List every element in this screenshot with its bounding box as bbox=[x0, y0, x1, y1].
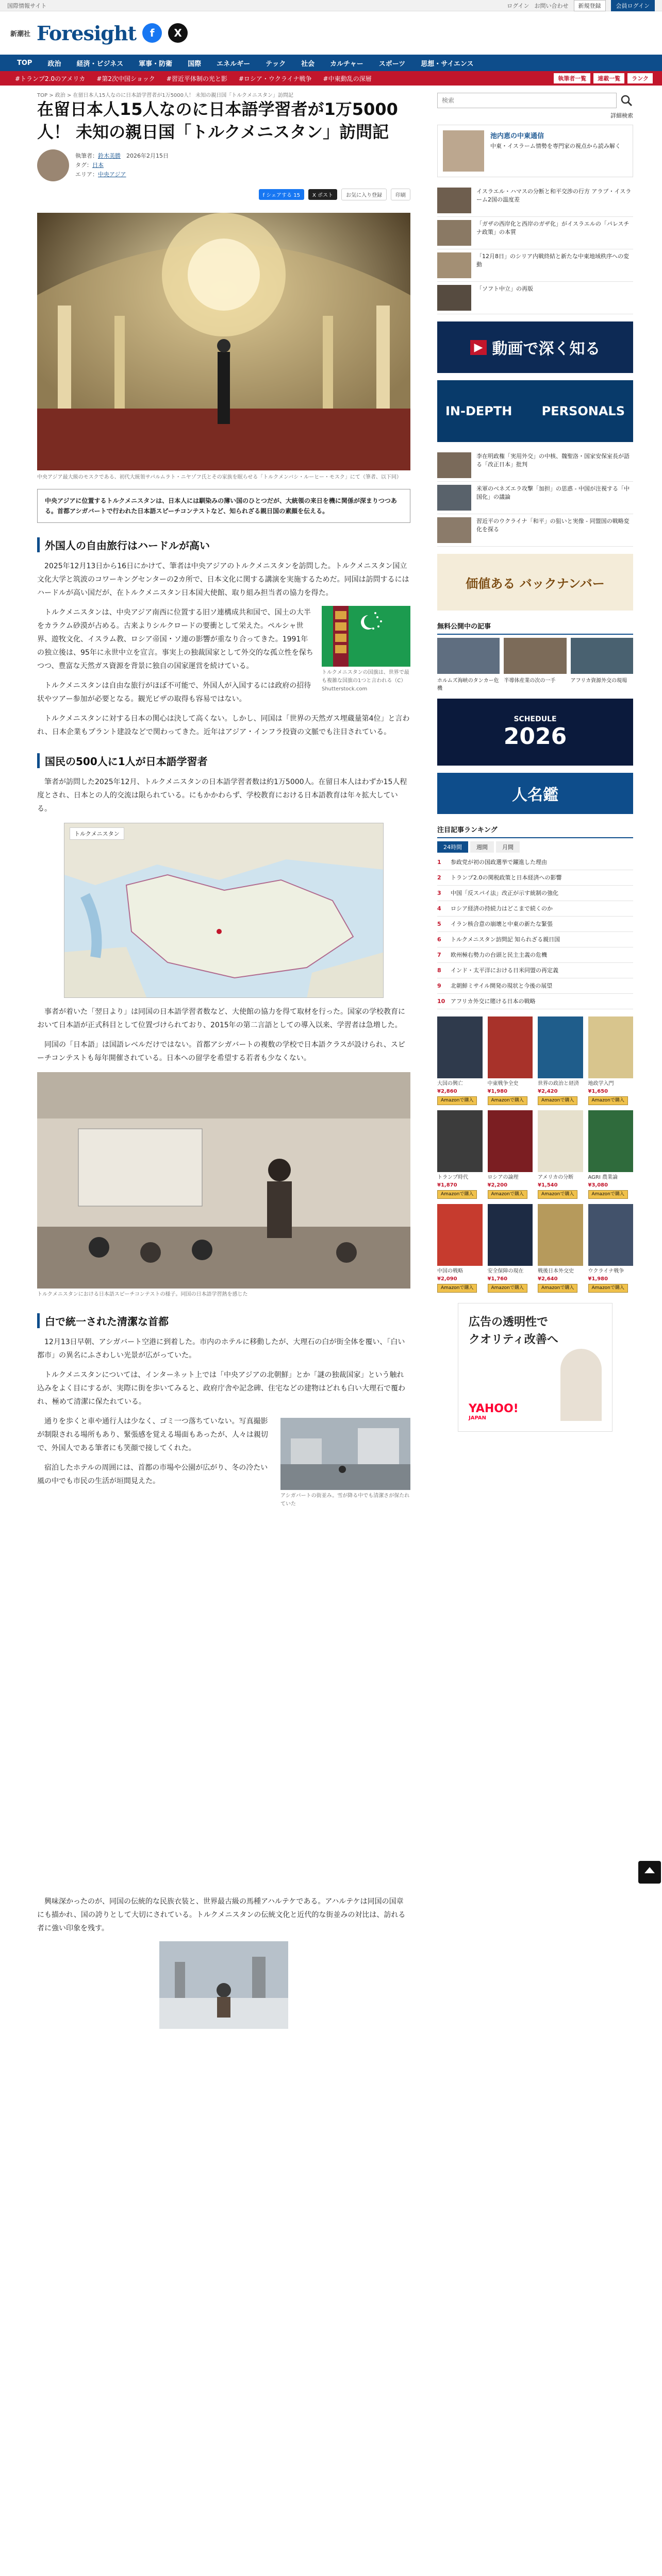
search-icon[interactable] bbox=[620, 94, 633, 107]
body-paragraph: 事者が着いた「翌日より」は同国の日本語学習者数など、大使館の協力を得て取材を行った。国家の学校教育において日本語が正式科目として位置づけられており、2015年の第二言語としての導入以来、学習者は急増した。 bbox=[37, 1008, 405, 1029]
article-title: 在留日本人15人なのに日本語学習者が1万5000人！ 未知の親日国「トルクメニスタン」訪問記 bbox=[37, 99, 398, 142]
column-name: 池内恵の中東通信 bbox=[490, 132, 544, 140]
flag-figure bbox=[322, 606, 410, 693]
ranking-title: 注目記事ランキング bbox=[437, 821, 633, 838]
series-button[interactable]: 連載一覧 bbox=[593, 73, 624, 83]
body-paragraph: トルクメニスタンについては、インターネット上では「中央アジアの北朝鮮」とか「謎の独裁国家」という触れ込みをよく目にするが、実際に街を歩いてみると、政府庁舎や記念碑、住宅などの建物はどれも白い大理石で覆われ、極めて清潔に保たれている。 bbox=[37, 1371, 405, 1406]
area-link[interactable]: 中央アジア bbox=[98, 171, 126, 178]
side-article-list bbox=[437, 184, 633, 314]
print-button[interactable]: 印刷 bbox=[391, 189, 410, 200]
conference-figure bbox=[37, 1072, 410, 1299]
publisher-logo: 新潮社 bbox=[10, 30, 31, 38]
ranking-item[interactable]: 1 参政党が初の国政選挙で躍進した理由 bbox=[437, 855, 633, 870]
site-logo[interactable]: Foresight bbox=[37, 21, 137, 45]
topic-link[interactable]: #ロシア・ウクライナ戦争 bbox=[238, 75, 312, 82]
ranking-tab-month[interactable]: 月間 bbox=[496, 841, 520, 853]
ranking-item[interactable]: 10 アフリカ外交に賭ける日本の戦略 bbox=[437, 994, 633, 1009]
ad-title: 広告の透明性で bbox=[469, 1316, 549, 1329]
free-article[interactable]: ホルムズ海峡のタンカー危機 bbox=[437, 638, 500, 691]
ranking-item[interactable]: 2 トランプ2.0の関税政策と日本経済への影響 bbox=[437, 870, 633, 886]
jinmei-banner[interactable]: 人名鑑 bbox=[437, 773, 633, 814]
author-feature-card[interactable] bbox=[437, 125, 633, 177]
arrow-up-icon bbox=[643, 1865, 656, 1879]
ad-placeholder-space bbox=[37, 1514, 410, 1895]
tags-label: タグ： bbox=[75, 162, 92, 168]
ranking-item[interactable]: 5 イラン核合意の崩壊と中東の新たな緊張 bbox=[437, 917, 633, 932]
book-item[interactable]: 中国の戦略 ¥2,090 Amazonで購入 bbox=[437, 1204, 483, 1293]
authors-button[interactable]: 執筆者一覧 bbox=[554, 73, 590, 83]
ad-brand-sub: JAPAN bbox=[469, 1415, 486, 1421]
author-avatar[interactable] bbox=[37, 149, 69, 181]
nav-politics[interactable]: 政治 bbox=[47, 60, 61, 68]
ranking bbox=[437, 821, 633, 1009]
conference-caption: トルクメニスタンにおける日本語スピーチコンテストの様子。同国の日本語学習熱を感じた bbox=[37, 1292, 248, 1297]
turkmenistan-flag-image bbox=[322, 606, 410, 667]
article-column bbox=[37, 93, 410, 2029]
site-header bbox=[0, 11, 662, 55]
bookmark-button[interactable]: お気に入り登録 bbox=[341, 189, 387, 200]
flag-caption: トルクメニスタンの国旗は、世界で最も複雑な国旗の1つと言われる（C）Shutterstock.com bbox=[322, 670, 409, 692]
side-article[interactable]: 「12月8日」のシリア内戦終結と新たな中東地域秩序への変動 bbox=[437, 249, 633, 282]
main-nav bbox=[0, 55, 662, 71]
body-paragraph: トルクメニスタンは自由な旅行がほぼ不可能で、外国人が入国するには政府の招待状やツアー参加が必要となる。観光ビザの取得も容易ではない。 bbox=[37, 682, 311, 703]
nav-tech[interactable]: テック bbox=[266, 60, 286, 68]
register-button[interactable]: 新規登録 bbox=[574, 0, 606, 11]
breadcrumb[interactable]: TOP > 政治 > 在留日本人15人なのに日本語学習者が1万5000人！ 未知の親日国「トルクメニスタン」訪問記 bbox=[37, 93, 293, 98]
author-label: 執筆者： bbox=[75, 152, 98, 159]
topic-link[interactable]: #中東動乱の深層 bbox=[323, 75, 372, 82]
section-heading: 白で統一された清潔な首都 bbox=[37, 1313, 410, 1328]
lead-summary: 中央アジアに位置するトルクメニスタンは、日本人には馴染みの薄い国のひとつだが、大統領の来日を機に関係が深まりつつある。首都アシガバートで行われた日本語スピーチコンテストなど、知られざる親日国の素顔を伝える。 bbox=[37, 489, 410, 523]
book-item[interactable]: アメリカの分断 ¥1,540 Amazonで購入 bbox=[538, 1110, 583, 1199]
hero-photo bbox=[37, 213, 410, 470]
column-desc: 中東・イスラーム情勢を専門家の視点から読み解く bbox=[490, 143, 621, 149]
utility-link-contact[interactable]: お問い合わせ bbox=[534, 2, 569, 9]
side-article[interactable]: イスラエル・ハマスの分断と和平交渉の行方 アラブ・イスラーム2国の温度差 bbox=[437, 184, 633, 217]
book-item[interactable]: AGRI 農業論 ¥3,080 Amazonで購入 bbox=[588, 1110, 634, 1199]
body-paragraph: 興味深かったのが、同国の伝統的な民族衣装と、世界最古級の馬種アハルテケである。アハルテケは同国の国章にも描かれ、国の誇りとして大切にされている。トルクメニスタンの伝統文化と近代的な街並みの対比は、訪れる者に強い印象を残す。 bbox=[37, 1897, 406, 1933]
back-number-banner[interactable]: 価値ある バックナンバー bbox=[437, 554, 633, 611]
free-article[interactable]: アフリカ資源外交の現場 bbox=[571, 638, 633, 691]
scroll-to-top-button[interactable] bbox=[638, 1861, 661, 1884]
side-article-list-2 bbox=[437, 449, 633, 547]
body-paragraph: トルクメニスタンは、中央アジア南西に位置する旧ソ連構成共和国で、国土の大半をカラクム砂漠が占める。古来よりシルクロードの要衝として栄えた。ペルシャ世界、遊牧文化、イスラム教、ロシア帝国・ソ連の影響が重なり合ってきた。1991年の独立後は、95年に永世中立を宣言。事実上の独裁国家として外交的な孤立性を保ちつつ、豊富な天然ガス資源を背景に独自の国家運営を続けている。 bbox=[37, 608, 313, 670]
author-link[interactable]: 鈴木美勝 bbox=[98, 152, 121, 159]
search-input[interactable] bbox=[437, 93, 617, 108]
book-item[interactable]: 大国の興亡 ¥2,860 Amazonで購入 bbox=[437, 1016, 483, 1105]
x-share-button[interactable]: X ポスト bbox=[308, 189, 337, 200]
topic-link[interactable]: #習近平体制の光と影 bbox=[166, 75, 227, 82]
nav-culture[interactable]: カルチャー bbox=[330, 60, 363, 68]
ranking-button[interactable]: ランク bbox=[627, 73, 653, 83]
body-paragraph: 宿泊したホテルの周囲には、首都の市場や公園が広がり、冬の冷たい風の中でも市民の生活が垣間見えた。 bbox=[37, 1464, 268, 1485]
topic-link[interactable]: #トランプ2.0のアメリカ bbox=[15, 75, 86, 82]
ranking-item[interactable]: 3 中国「反スパイ法」改正が示す統制の強化 bbox=[437, 886, 633, 901]
map-label: トルクメニスタン bbox=[70, 827, 124, 840]
body-paragraph: 同国の「日本語」は国語レベルだけではない。首都アシガバートの複数の学校で日本語クラスが設けられ、スピーチコンテストも毎年開催されている。日本への留学を希望する若者も少なくない。 bbox=[37, 1041, 405, 1062]
area-label: エリア： bbox=[75, 171, 98, 178]
topic-link[interactable]: #第2次中国ショック bbox=[96, 75, 155, 82]
section-heading: 外国人の自由旅行はハードルが高い bbox=[37, 537, 410, 552]
ranking-item[interactable]: 7 欧州極右勢力の台頭と民主主義の危機 bbox=[437, 947, 633, 963]
free-article[interactable]: 半導体産業の次の一手 bbox=[504, 638, 566, 691]
closing-photo bbox=[159, 1941, 288, 2029]
advanced-search-link[interactable]: 詳細検索 bbox=[610, 112, 633, 119]
body-paragraph: 12月13日早朝、アシガバート空港に到着した。市内のホテルに移動したが、大理石の白が街全体を覆い、「白い都市」の異名にふさわしい光景が広がっていた。 bbox=[37, 1338, 405, 1360]
ad-figure-image bbox=[560, 1349, 602, 1421]
video-banner[interactable]: ▶ 動画で深く知る bbox=[437, 321, 633, 373]
book-item[interactable]: ロシアの論理 ¥2,200 Amazonで購入 bbox=[488, 1110, 533, 1199]
ad-brand: YAHOO! bbox=[469, 1402, 519, 1415]
site-tagline: 国際情報サイト bbox=[7, 2, 47, 9]
book-item[interactable]: ウクライナ戦争 ¥1,980 Amazonで購入 bbox=[588, 1204, 634, 1293]
map-figure bbox=[37, 823, 410, 998]
ad-banner[interactable] bbox=[458, 1303, 613, 1432]
section-heading: 国民の500人に1人が日本語学習者 bbox=[37, 753, 410, 768]
ranking-item[interactable]: 9 北朝鮮ミサイル開発の現状と今後の展望 bbox=[437, 978, 633, 994]
author-photo bbox=[443, 130, 484, 172]
side-article[interactable]: 習近平のウクライナ「和平」の狙いと実像 - 同盟国の戦略変化を探る bbox=[437, 514, 633, 547]
embedded-map[interactable] bbox=[64, 823, 384, 998]
in-depth-banner[interactable]: IN-DEPTH PERSONALS bbox=[437, 380, 633, 442]
play-icon: ▶ bbox=[470, 340, 487, 355]
book-item[interactable]: 安全保障の現在 ¥1,760 Amazonで購入 bbox=[488, 1204, 533, 1293]
facebook-share-button[interactable]: f シェアする 15 bbox=[259, 189, 304, 200]
free-articles-title: 無料公開中の記事 bbox=[437, 618, 633, 635]
top-utility-bar bbox=[0, 0, 662, 11]
book-item[interactable]: 地政学入門 ¥1,650 Amazonで購入 bbox=[588, 1016, 634, 1105]
sidebar bbox=[437, 93, 633, 1432]
member-login-button[interactable]: 会員ログイン bbox=[611, 0, 655, 11]
nav-business[interactable]: 経済・ビジネス bbox=[76, 60, 124, 68]
ranking-item[interactable]: 6 トルクメニスタン訪問記 知られざる親日国 bbox=[437, 932, 633, 947]
street-photo bbox=[280, 1418, 410, 1490]
body-paragraph: 通りを歩くと車や通行人は少なく、ゴミ一つ落ちていない。写真撮影が制限される場所もあり、緊張感を覚える場面もあったが、人々は親切で、外国人である筆者にも笑顔で接してくれた。 bbox=[37, 1417, 268, 1452]
nav-sports[interactable]: スポーツ bbox=[378, 60, 406, 68]
book-item[interactable]: トランプ時代 ¥1,870 Amazonで購入 bbox=[437, 1110, 483, 1199]
speech-contest-photo bbox=[37, 1072, 410, 1289]
facebook-icon[interactable]: f bbox=[142, 23, 162, 43]
x-icon[interactable]: X bbox=[168, 23, 188, 43]
street-figure bbox=[280, 1418, 410, 1509]
book-item[interactable]: 世界の政治と経済 ¥2,420 Amazonで購入 bbox=[538, 1016, 583, 1105]
nav-energy[interactable]: エネルギー bbox=[217, 60, 251, 68]
side-article[interactable]: 李在明政権「実用外交」の中核、魏聖洛・国家安保室長が語る「改正日本」批判 bbox=[437, 449, 633, 482]
book-item[interactable]: 戦後日本外交史 ¥2,640 Amazonで購入 bbox=[538, 1204, 583, 1293]
ranking-item[interactable]: 4 ロシア経済の持続力はどこまで続くのか bbox=[437, 901, 633, 917]
search-box bbox=[437, 93, 633, 108]
mosque-interior-illustration bbox=[37, 213, 410, 470]
free-articles bbox=[437, 618, 633, 691]
book-grid bbox=[437, 1016, 633, 1293]
nav-top[interactable]: TOP bbox=[17, 59, 32, 67]
ranking-item[interactable]: 8 インド・太平洋における日米同盟の再定義 bbox=[437, 963, 633, 978]
nav-defense[interactable]: 軍事・防衛 bbox=[139, 60, 173, 68]
publish-date: 2026年2月15日 bbox=[126, 152, 169, 159]
share-row bbox=[37, 189, 410, 200]
body-paragraph: トルクメニスタンに対する日本の関心は決して高くない。しかし、同国は「世界の天然ガス埋蔵量第4位」と言われ、日本企業もプラント建設などで関わってきた。近年はアジア・インフラ投資の文脈でも注目されている。 bbox=[37, 715, 410, 736]
ranking-tab-week[interactable]: 週間 bbox=[470, 841, 494, 853]
side-article[interactable]: 「ガザの西岸化と西岸のガザ化」がイスラエルの「パレスチナ政策」の本質 bbox=[437, 217, 633, 249]
body-paragraph: 2025年12月13日から16日にかけて、筆者は中央アジアのトルクメニスタンを訪問した。トルクメニスタン国立文化大学と筑波のコワーキングセンターの2カ所で、日本文化に関する講演を実施するためだ。同国は訪問するにはハードルが高い国だが、在トルクメニスタン日本国大使館、取り組み担当者の協力を得た。 bbox=[37, 562, 409, 597]
utility-link-login[interactable]: ログイン bbox=[507, 2, 529, 9]
nav-science[interactable]: 思想・サイエンス bbox=[421, 60, 474, 68]
ranking-tab-24h[interactable]: 24時間 bbox=[437, 841, 468, 853]
side-article[interactable]: 米軍のベネズエラ攻撃「加担」の思惑 - 中国が注視する「中国化」の議論 bbox=[437, 482, 633, 514]
hero-caption: 中央アジア最大級のモスクである、初代大統領サパルムラト・ニヤゾフ氏とその家族を眠らせる「トルクメンバシ・ルーヒー・モスク」にて（筆者、以下同） bbox=[37, 474, 402, 480]
byline bbox=[37, 149, 410, 181]
nav-international[interactable]: 国際 bbox=[188, 60, 202, 68]
body-paragraph: 筆者が訪問した2025年12月、トルクメニスタンの日本語学習者数は約1万5000人。在留日本人はわずか15人程度とされ、日本との人的交流は限られている。にもかかわらず、学校教育における日本語教育は年々拡大している。 bbox=[37, 778, 407, 813]
ad-subtitle: クオリティ改善へ bbox=[469, 1333, 558, 1346]
schedule-banner[interactable]: SCHEDULE 2026 bbox=[437, 699, 633, 766]
side-article[interactable]: 「ソフト中立」の再版 bbox=[437, 282, 633, 314]
nav-society[interactable]: 社会 bbox=[301, 60, 315, 68]
street-caption: アシガバートの街並み。雪が降る中でも清潔さが保たれていた bbox=[280, 1493, 410, 1507]
tag-link[interactable]: 日本 bbox=[92, 162, 104, 168]
topic-nav bbox=[0, 71, 662, 86]
book-item[interactable]: 中東戦争全史 ¥1,980 Amazonで購入 bbox=[488, 1016, 533, 1105]
